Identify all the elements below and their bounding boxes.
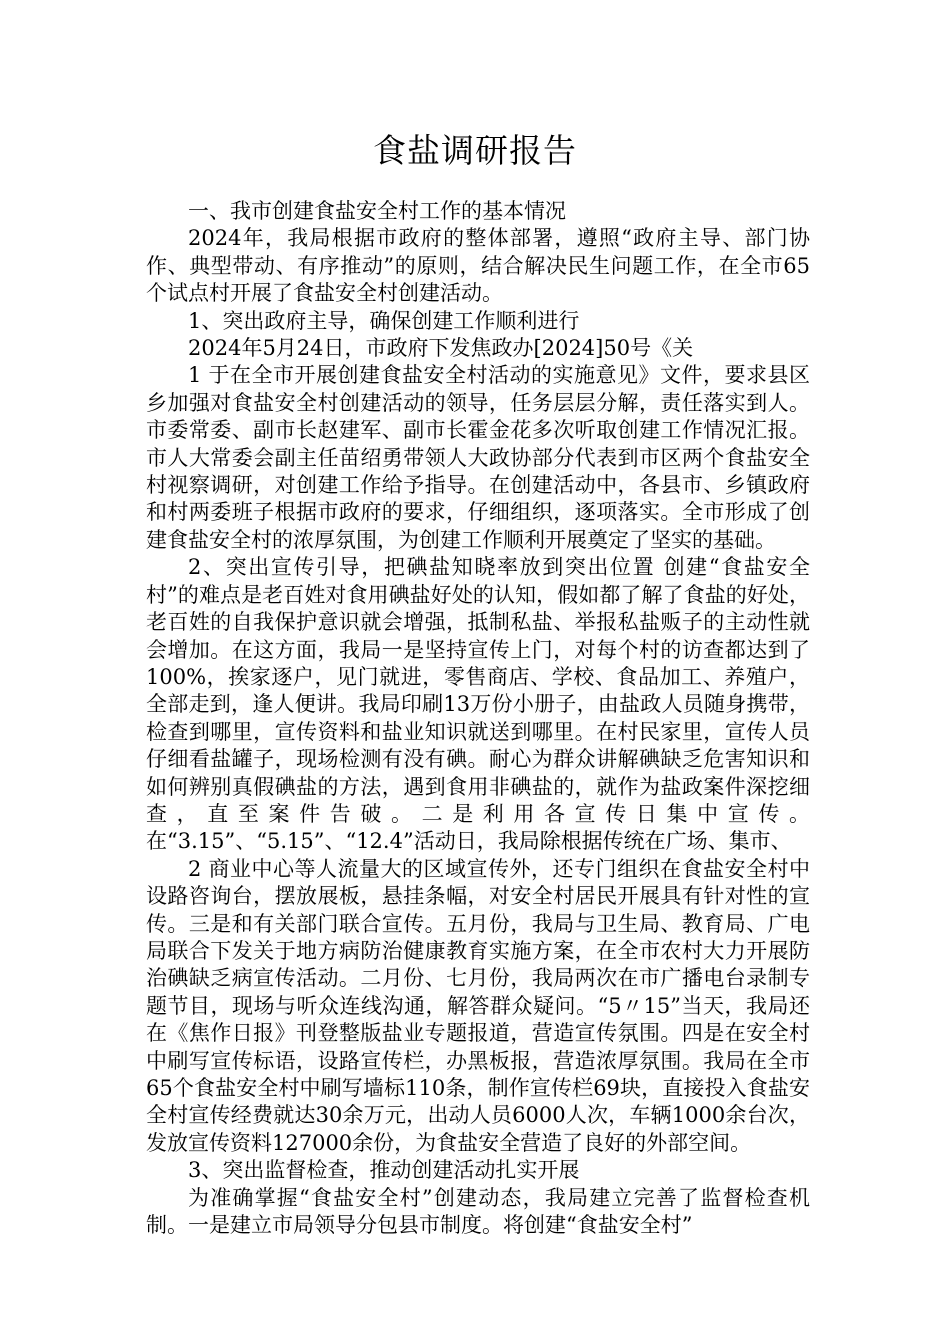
- document-body: [146, 198, 810, 1239]
- document-title: 食盐调研报告: [373, 131, 577, 170]
- section-heading: 一、我市创建食盐安全村工作的基本情况: [188, 199, 566, 223]
- subsection-heading: 3、突出监督检查，推动创建活动扎实开展: [188, 1158, 580, 1183]
- body-paragraph: 2024年5月24日，市政府下发焦政办[2024]50号《关: [188, 336, 694, 361]
- body-paragraph: 2024年，我局根据市政府的整体部署，遵照“政府主导、部门协作、典型带动、有序推动”的原则，结合解决民生问题工作，在全市65个试点村开展了食盐安全村创建活动。: [146, 226, 810, 306]
- body-paragraph: 为准确掌握“食盐安全村”创建动态，我局建立完善了监督检查机制。一是建立市局领导分包县市制度。将创建“食盐安全村”: [146, 1185, 810, 1238]
- body-paragraph: 1 于在全市开展创建食盐安全村活动的实施意见》文件，要求县区乡加强对食盐安全村创建活动的领导，任务层层分解，责任落实到人。市委常委、副市长赵建军、副市长霍金花多次听取创建工作情况汇报。市人大常委会副主任苗绍勇带领人大政协部分代表到市区两个食盐安全村视察调研，对创建工作给予指导。在创建活动中，各县市、乡镇政府和村两委班子根据市政府的要求，仔细组织，逐项落实。全市形成了创建食盐安全村的浓厚氛围，为创建工作顺利开展奠定了坚实的基础。: [146, 363, 810, 552]
- body-paragraph: 2 商业中心等人流量大的区域宣传外，还专门组织在食盐安全村中设路咨询台，摆放展板，悬挂条幅，对安全村居民开展具有针对性的宣传。三是和有关部门联合宣传。五月份，我局与卫生局、教育局、广电局联合下发关于地方病防治健康教育实施方案，在全市农村大力开展防治碘缺乏病宣传活动。二月份、七月份，我局两次在市广播电台录制专题节目，现场与听众连线沟通，解答群众疑问。“5〃15”当天，我局还在《焦作日报》刊登整版盐业专题报道，营造宣传氛围。四是在安全村中刷写宣传标语，设路宣传栏，办黑板报，营造浓厚氛围。我局在全市65个食盐安全村中刷写墙标110条，制作宣传栏69块，直接投入食盐安全村宣传经费就达30余万元，出动人员6000人次，车辆1000余台次，发放宣传资料127000余份，为食盐安全营造了良好的外部空间。: [146, 856, 810, 1155]
- subsection-heading: 1、突出政府主导，确保创建工作顺利进行: [188, 308, 580, 333]
- body-paragraph: 2、突出宣传引导，把碘盐知晓率放到突出位置 创建“食盐安全村”的难点是老百姓对食用碘盐好处的认知，假如都了解了食盐的好处，老百姓的自我保护意识就会增强，抵制私盐、举报私盐贩子的主动性就会增加。在这方面，我局一是坚持宣传上门，对每个村的访查都达到了100%，挨家逐户，见门就进，零售商店、学校、食品加工、养殖户，全部走到，逢人便讲。我局印刷13万份小册子，由盐政人员随身携带，检查到哪里，宣传资料和盐业知识就送到哪里。在村民家里，宣传人员仔细看盐罐子，现场检测有没有碘。耐心为群众讲解碘缺乏危害知识和如何辨别真假碘盐的方法，遇到食用非碘盐的，就作为盐政案件深挖细查，直至案件告破。二是利用各宣传日集中宣传。在“3.15”、“5.15”、“12.4”活动日，我局除根据传统在广场、集市、: [146, 555, 810, 854]
